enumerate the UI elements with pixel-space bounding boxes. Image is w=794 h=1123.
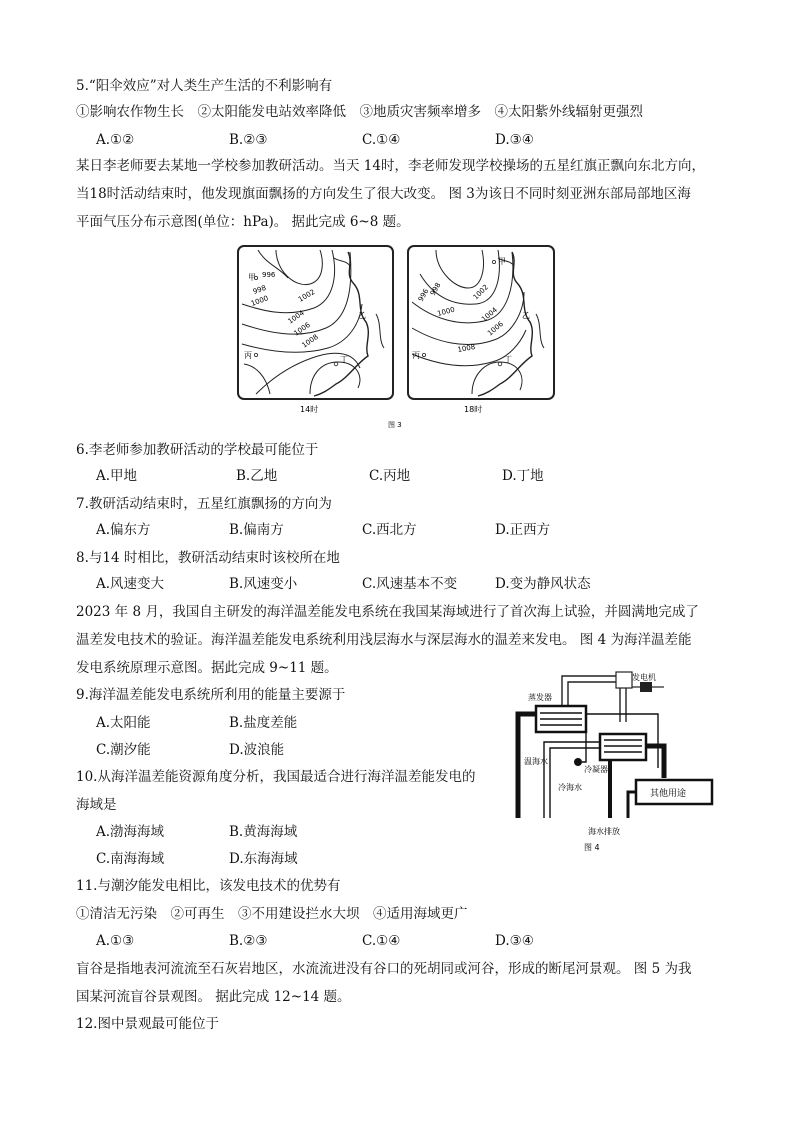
map-18h bbox=[408, 246, 554, 399]
q8-option-b: B.风速变小 bbox=[229, 576, 298, 592]
otec-diagram bbox=[498, 668, 724, 858]
q10-option-b: B.黄海海域 bbox=[229, 824, 298, 840]
isobar-label-1004-18h: 1004 bbox=[480, 305, 499, 324]
q10-option-d: D.东海海域 bbox=[229, 851, 298, 867]
q5-option-b: B.②③ bbox=[229, 132, 268, 148]
q7-option-c: C.西北方 bbox=[362, 522, 417, 538]
intro3-line1: 盲谷是指地表河流流至石灰岩地区，水流流进没有谷口的死胡同或河谷，形成的断尾河景观。 图 5 为我 bbox=[76, 961, 692, 977]
q6-option-b: B.乙地 bbox=[236, 468, 278, 484]
q7-option-a: A.偏东方 bbox=[96, 522, 151, 538]
q7-stem: 7.教研活动结束时，五星红旗飘扬的方向为 bbox=[76, 496, 332, 512]
isobar-label-1000-18h: 1000 bbox=[436, 305, 456, 318]
intro3-line2: 国某河流盲谷景观图。 据此完成 12~14 题。 bbox=[76, 989, 351, 1005]
place-jia-14h: 甲 bbox=[248, 273, 256, 282]
label-discharge: 海水排放 bbox=[588, 827, 620, 836]
q8-option-c: C.风速基本不变 bbox=[362, 576, 458, 592]
label-warm-water: 温海水 bbox=[524, 757, 548, 766]
q5-items: ①影响农作物生长 ②太阳能发电站效率降低 ③地质灾害频率增多 ④太阳紫外线辐射更强烈 bbox=[76, 104, 643, 120]
label-condenser: 冷凝器 bbox=[584, 765, 608, 774]
intro2-line3: 发电系统原理示意图。据此完成 9~11 题。 bbox=[76, 660, 338, 676]
q9-stem: 9.海洋温差能发电系统所利用的能量主要源于 bbox=[76, 687, 346, 703]
isobar-label-1002-18h: 1002 bbox=[471, 283, 491, 302]
isobar-label-1000-14h: 1000 bbox=[249, 294, 270, 308]
q6-option-c: C.丙地 bbox=[369, 468, 411, 484]
isobar-label-998-18h: 998 bbox=[428, 281, 443, 297]
isobar-label-996-14h: 996 bbox=[262, 271, 276, 279]
q10-option-a: A.渤海海域 bbox=[96, 824, 165, 840]
turbine-icon bbox=[616, 672, 632, 688]
q5-option-c: C.①④ bbox=[362, 132, 401, 148]
place-ding-18h: 丁 bbox=[504, 355, 512, 364]
q8-option-d: D.变为静风状态 bbox=[495, 576, 591, 592]
intro1-line3: 平面气压分布示意图(单位：hPa)。 据此完成 6~8 题。 bbox=[76, 214, 410, 230]
map-14h bbox=[238, 246, 393, 399]
q11-option-c: C.①④ bbox=[362, 933, 401, 949]
label-evaporator: 蒸发器 bbox=[528, 693, 552, 702]
intro1-line1: 某日李老师要去某地一学校参加教研活动。当天 14时，李老师发现学校操场的五星红旗正飘向东北方向， bbox=[76, 158, 705, 174]
q11-items: ①清洁无污染 ②可再生 ③不用建设拦水大坝 ④适用海域更广 bbox=[76, 906, 468, 922]
generator-icon bbox=[640, 682, 652, 692]
q12-stem: 12.图中景观最可能位于 bbox=[76, 1016, 219, 1032]
q8-option-a: A.风速变大 bbox=[96, 576, 165, 592]
q11-stem: 11.与潮汐能发电相比，该发电技术的优势有 bbox=[76, 878, 341, 894]
isobar-label-1006-14h: 1006 bbox=[292, 320, 312, 338]
isobar-label-996-18h: 996 bbox=[416, 287, 431, 303]
place-yi-14h: 乙 bbox=[358, 311, 366, 320]
q7-option-d: D.正西方 bbox=[495, 522, 551, 538]
label-cold-water: 冷海水 bbox=[558, 783, 582, 792]
isobar-label-1006-18h: 1006 bbox=[486, 319, 505, 338]
q9-option-b: B.盐度差能 bbox=[229, 715, 298, 731]
pump-icon bbox=[574, 758, 582, 766]
intro1-line2: 当18时活动结束时，他发现旗面飘扬的方向发生了很大改变。 图 3为该日不同时刻亚洲东部局部地区海 bbox=[76, 186, 691, 202]
q10-stem-line2: 海域是 bbox=[76, 797, 117, 813]
q10-option-c: C.南海海域 bbox=[96, 851, 165, 867]
q9-option-d: D.波浪能 bbox=[229, 742, 285, 758]
q6-option-d: D.丁地 bbox=[502, 468, 544, 484]
q11-option-b: B.②③ bbox=[229, 933, 268, 949]
q5-option-a: A.①② bbox=[96, 132, 135, 148]
q8-stem: 8.与14 时相比，教研活动结束时该校所在地 bbox=[76, 550, 340, 566]
isobar-maps bbox=[236, 244, 556, 434]
q5-option-d: D.③④ bbox=[495, 132, 534, 148]
place-yi-18h: 乙 bbox=[522, 311, 530, 320]
condenser-icon bbox=[600, 734, 646, 760]
map-label-18h: 18时 bbox=[464, 405, 483, 414]
isobar-label-1002-14h: 1002 bbox=[297, 287, 317, 304]
isobar-label-1008-14h: 1008 bbox=[300, 332, 320, 350]
isobar-label-1008-18h: 1008 bbox=[456, 342, 476, 354]
place-bing-18h: 丙 bbox=[412, 351, 420, 360]
intro2-line2: 温差发电技术的验证。海洋温差能发电系统利用浅层海水与深层海水的温差来发电。 图 4 为海洋温差能 bbox=[76, 632, 692, 648]
q6-stem: 6.李老师参加教研活动的学校最可能位于 bbox=[76, 442, 319, 458]
label-generator: 发电机 bbox=[632, 673, 656, 682]
q9-option-a: A.太阳能 bbox=[96, 715, 151, 731]
isobar-label-1004-14h: 1004 bbox=[286, 308, 306, 326]
map-label-14h: 14时 bbox=[300, 405, 319, 414]
place-ding-14h: 丁 bbox=[340, 355, 348, 364]
q11-option-a: A.①③ bbox=[96, 933, 135, 949]
label-other-use: 其他用途 bbox=[650, 789, 687, 799]
place-jia-18h: 甲 bbox=[498, 257, 506, 266]
place-bing-14h: 丙 bbox=[244, 351, 252, 360]
q7-option-b: B.偏南方 bbox=[229, 522, 284, 538]
q11-option-d: D.③④ bbox=[495, 933, 534, 949]
intro2-line1: 2023 年 8 月，我国自主研发的海洋温差能发电系统在我国某海域进行了首次海上试验，并圆满地完成了 bbox=[76, 604, 699, 620]
isobar-label-998-14h: 998 bbox=[251, 283, 268, 296]
q9-option-c: C.潮汐能 bbox=[96, 742, 151, 758]
figure-3 bbox=[236, 244, 556, 434]
figure-4 bbox=[498, 668, 724, 858]
q6-option-a: A.甲地 bbox=[96, 468, 138, 484]
figure-3-caption: 图 3 bbox=[388, 421, 402, 429]
figure-4-caption: 图 4 bbox=[584, 843, 600, 852]
q5-stem: 5.“阳伞效应”对人类生产生活的不利影响有 bbox=[76, 78, 333, 94]
q10-stem-line1: 10.从海洋温差能资源角度分析，我国最适合进行海洋温差能发电的 bbox=[76, 769, 476, 785]
